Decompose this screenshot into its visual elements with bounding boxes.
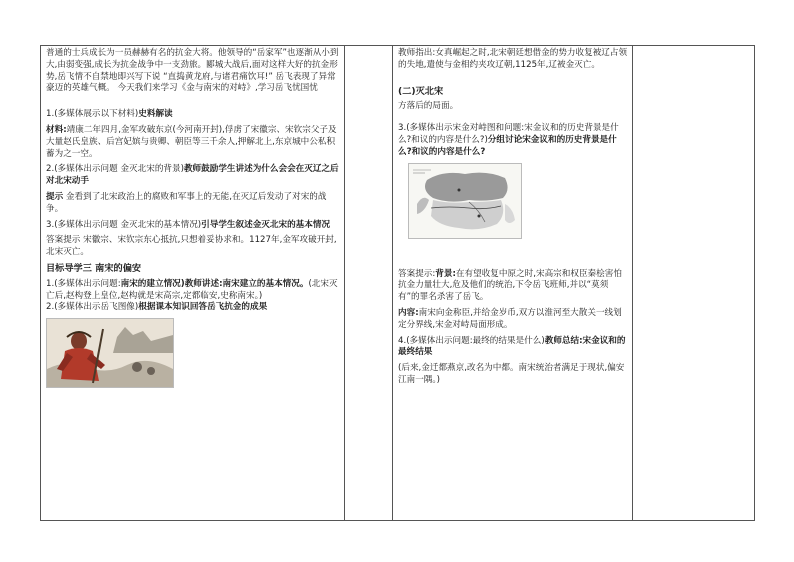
table-divider-1 (344, 45, 345, 521)
item-3-question: 3.(多媒体出示宋金对峙图和问题:宋金议和的历史背景是什么?和议的内容是什么?)分组讨论宋金议和的历史背景是什么?和议的内容是什么? (398, 123, 619, 157)
yue-fei-painting-svg (47, 319, 173, 387)
table-top-border (40, 45, 755, 46)
section-2-heading: (二)灭北宋 (398, 85, 444, 97)
table-left-border (40, 45, 41, 521)
intro-paragraph: 普通的士兵成长为一员赫赫有名的抗金大将。他领导的“岳家军”也逐渐从小到大,由弱变强,成长为抗金战争中一支劲旅。郾城大战后,面对这样大好的抗金形势,岳飞情不自禁地即兴写下说 “直捣黄龙府,与诸君痛饮耳!” 岳飞表现了异常豪迈的英雄气概。 今天我们来学习《金与南宋的对峙》,学习岳飞忧国忧 (46, 48, 339, 94)
item-2-heading: 2.(多媒体出示问题 金灭北宋的背景)教师鼓励学生讲述为什么会会在灭辽之后对北宋动手 (46, 164, 339, 187)
column-teacher-activity (46, 48, 340, 388)
section-2-subtext: 方落后的局面。 (398, 101, 459, 112)
item-4-heading: 1.(多媒体出示问题:南宋的建立情况)教师讲述:南宋建立的基本情况。(北宋灭亡后,赵构登上皇位,赵构就是宋高宗,定都临安,史称南宋。) (46, 278, 338, 301)
item-3-heading: 3.(多媒体出示问题 金灭北宋的基本情况)引导学生叙述金灭北宋的基本情况 (46, 219, 331, 230)
song-jin-map-svg (409, 164, 521, 238)
column-student-activity (398, 48, 628, 391)
item-5-heading: 2.(多媒体出示岳飞图像)根据课本知识回答岳飞抗金的成果 (46, 302, 268, 313)
table-divider-3 (632, 45, 633, 521)
item-1-heading: 1.(多媒体展示以下材料)史料解读 (46, 109, 173, 120)
yue-fei-painting (46, 318, 174, 388)
goal-3-heading: 目标导学三 南宋的偏安 (46, 262, 142, 274)
item-4-question: 4.(多媒体出示问题:最终的结果是什么)教师总结:宋金议和的最终结果 (398, 335, 626, 358)
table-divider-2 (392, 45, 393, 521)
answer-content: 内容:南宋向金称臣,并给金岁币,双方以淮河至大散关一线划定分界线,宋金对峙局面形成。 (398, 307, 622, 330)
item-4-conclusion: (后来,金迁都燕京,改名为中都。南宋统治者满足于现状,偏安江南一隅。) (398, 363, 625, 385)
item-1-material: 材料:靖康二年四月,金军攻破东京(今河南开封),俘虏了宋徽宗、宋钦宗父子及大量赵氏皇族、后宫妃嫔与贵卿、朝臣等三千余人,押解北上,东京城中公私积蓄为之一空。 (46, 124, 337, 159)
item-2-hint: 提示 金看到了北宋政治上的腐败和军事上的无能,在灭辽后发动了对宋的战争。 (46, 191, 327, 214)
table-bottom-border (40, 520, 755, 521)
item-3-answer: 答案提示 宋徽宗、宋钦宗东心抵抗,只想着妥协求和。1127年,金军攻破开封,北宋灭亡。 (46, 235, 337, 258)
teacher-note: 教师指出:女真崛起之时,北宋朝廷想借金的势力收复被辽占领的失地,遣使与金相约夹攻辽朝,1125年,辽被金灭亡。 (398, 48, 628, 70)
table-right-border (754, 45, 755, 521)
song-jin-map (408, 163, 522, 239)
answer-background: 答案提示:背景:在有望收复中原之时,宋高宗和权臣秦桧害怕抗金力量壮大,危及他们的统治,下令岳飞班师,并以“莫须有”的罪名杀害了岳飞。 (398, 268, 622, 303)
